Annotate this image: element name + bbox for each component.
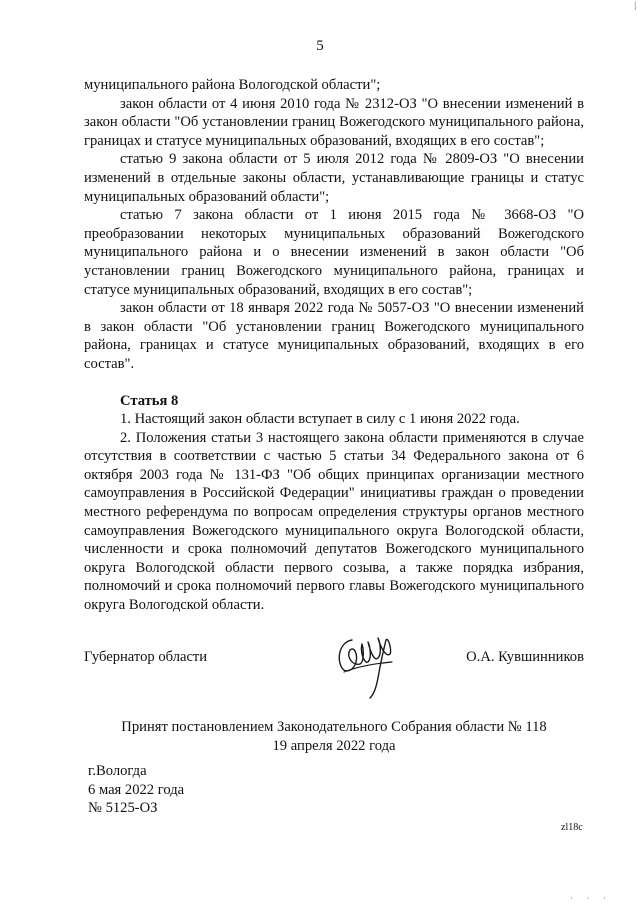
page-number: 5	[316, 38, 324, 54]
article-point-2: 2. Положения статьи 3 настоящего закона области применяются в случае отсутствия в соответствии с частью 5 статьи 34 Федерального закона от 6 октября 2003 года № 131-ФЗ "Об общих принципах организации местного самоуправления в Российской Федерации" инициативы граждан о проведении местного референдума по вопросам определения структуры органов местного самоуправления Вожегодского муниципального округа Вологодской области, численности и срока полномочий депутатов Вожегодского муниципального округа Вологодской области первого созыва, а также порядка избрания, полномочий и срока полномочий первого главы Вожегодского муниципального округа Вологодской области.	[84, 429, 584, 614]
article-point-1: 1. Настоящий закон области вступает в силу с 1 июня 2022 года.	[120, 411, 520, 428]
paragraph-law-2015: статью 7 закона области от 1 июня 2015 года № 3668-ОЗ "О преобразовании некоторых муниципальных образований Вожегодского муниципального района и о внесении изменений в закон области "Об установлении границ Вожегодского муниципального района, границах и статусе муниципальных образований, входящих в его состав";	[84, 207, 584, 298]
handwritten-signature	[330, 628, 400, 700]
article-title: Статья 8	[120, 392, 179, 409]
corner-mark: |	[634, 0, 636, 10]
adoption-line-1: Принят постановлением Законодательного Собрания области № 118	[121, 719, 547, 735]
paragraph-law-2010: закон области от 4 июня 2010 года № 2312-ОЗ "О внесении изменений в закон области "Об установлении границ Вожегодского муниципального района, границах и статусе муниципальных образований, входящих в его состав";	[84, 95, 584, 149]
law-number: № 5125-ОЗ	[88, 800, 158, 817]
bottom-marks: · · ·	[570, 894, 612, 903]
paragraph-law-2022: закон области от 18 января 2022 года № 5057-ОЗ "О внесении изменений в закон области "Об установлении границ Вожегодского муниципального района, границах и статусе муниципальных образований, входящих в его состав".	[84, 300, 584, 372]
document-code: zl18c	[561, 822, 583, 833]
signing-date: 6 мая 2022 года	[88, 781, 185, 798]
city: г.Вологда	[88, 763, 147, 779]
adoption-line-2: 19 апреля 2022 года	[272, 737, 396, 754]
signatory-title: Губернатор области	[84, 649, 208, 665]
signatory-name: О.А. Кувшинников	[466, 649, 584, 665]
adoption-note	[84, 718, 584, 755]
spacer	[84, 374, 584, 392]
document-body	[84, 76, 584, 615]
place-and-date	[88, 762, 184, 818]
paragraph-law-2012: статью 9 закона области от 5 июля 2012 года № 2809-ОЗ "О внесении изменений в отдельные законы области, устанавливающие границы и статус муниципальных образований области";	[84, 151, 584, 205]
paragraph-continuation: муниципального района Вологодской области";	[84, 77, 381, 93]
